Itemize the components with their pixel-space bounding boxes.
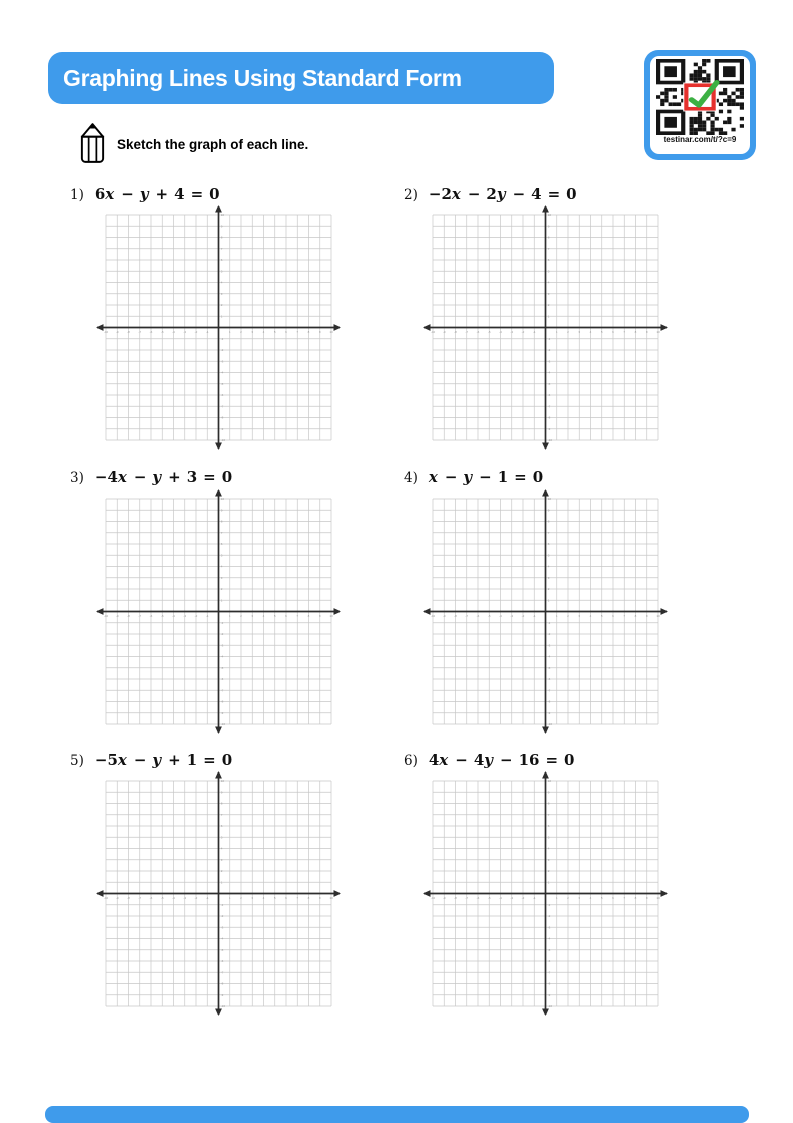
svg-text:-8: -8 <box>454 613 457 618</box>
problem-equation: −4x − y + 3 = 0 <box>94 468 233 486</box>
svg-text:6: 6 <box>285 895 287 900</box>
svg-text:10: 10 <box>547 779 552 784</box>
problem-number: 2) <box>404 187 418 203</box>
svg-text:-3: -3 <box>510 613 514 618</box>
svg-text:6: 6 <box>220 542 223 547</box>
svg-text:-6: -6 <box>220 393 224 398</box>
svg-text:-1: -1 <box>547 902 551 907</box>
svg-text:-1: -1 <box>532 613 536 618</box>
svg-text:6: 6 <box>547 258 550 263</box>
svg-text:3: 3 <box>578 329 581 334</box>
svg-text:1: 1 <box>220 314 223 319</box>
svg-text:-7: -7 <box>547 688 551 693</box>
svg-text:2: 2 <box>567 613 569 618</box>
svg-text:4: 4 <box>547 564 550 569</box>
svg-text:1: 1 <box>555 895 558 900</box>
svg-text:-6: -6 <box>547 393 551 398</box>
svg-text:4: 4 <box>220 280 223 285</box>
svg-text:6: 6 <box>220 258 223 263</box>
axis-arrowhead <box>334 608 342 615</box>
svg-text:-3: -3 <box>547 925 551 930</box>
svg-text:6: 6 <box>220 824 223 829</box>
svg-text:1: 1 <box>547 598 550 603</box>
svg-text:-9: -9 <box>220 992 224 997</box>
svg-text:10: 10 <box>329 895 333 900</box>
svg-text:-6: -6 <box>220 959 224 964</box>
svg-text:-1: -1 <box>205 329 209 334</box>
svg-text:4: 4 <box>589 895 592 900</box>
problem-header-6 <box>404 751 580 769</box>
svg-text:8: 8 <box>307 895 310 900</box>
svg-text:-1: -1 <box>220 620 224 625</box>
axis-arrowhead <box>96 890 104 897</box>
svg-text:1: 1 <box>228 895 231 900</box>
svg-text:-10: -10 <box>103 895 109 900</box>
svg-text:7: 7 <box>547 246 550 251</box>
svg-text:-1: -1 <box>547 336 551 341</box>
svg-text:-2: -2 <box>547 348 551 353</box>
svg-text:9: 9 <box>547 508 550 513</box>
svg-text:4: 4 <box>547 280 550 285</box>
svg-text:1: 1 <box>228 329 231 334</box>
axis-arrowhead <box>423 608 431 615</box>
axis-arrowhead <box>542 443 549 451</box>
svg-text:-8: -8 <box>547 699 551 704</box>
svg-text:5: 5 <box>220 835 223 840</box>
svg-text:-10: -10 <box>220 1004 226 1009</box>
svg-text:-9: -9 <box>220 426 224 431</box>
svg-text:-6: -6 <box>547 959 551 964</box>
svg-text:6: 6 <box>612 329 614 334</box>
svg-text:8: 8 <box>220 801 223 806</box>
svg-text:8: 8 <box>220 235 223 240</box>
svg-text:-4: -4 <box>220 370 224 375</box>
svg-text:-9: -9 <box>442 329 446 334</box>
svg-text:1: 1 <box>547 880 550 885</box>
svg-text:9: 9 <box>220 790 223 795</box>
problem-header-5 <box>70 751 238 769</box>
axis-arrowhead <box>215 771 222 779</box>
svg-text:-2: -2 <box>220 348 224 353</box>
qr-code <box>644 50 756 160</box>
axis-arrowhead <box>542 489 549 497</box>
axis-arrowhead <box>334 324 342 331</box>
svg-text:-7: -7 <box>138 329 142 334</box>
svg-text:-3: -3 <box>183 613 187 618</box>
svg-text:-10: -10 <box>430 895 436 900</box>
svg-text:-9: -9 <box>220 710 224 715</box>
svg-text:-8: -8 <box>127 613 130 618</box>
svg-text:5: 5 <box>547 553 550 558</box>
qr-url-label: testinar.com/t/?c=9 <box>663 135 737 144</box>
svg-text:9: 9 <box>547 790 550 795</box>
svg-text:-5: -5 <box>160 613 164 618</box>
svg-text:-8: -8 <box>454 329 457 334</box>
coordinate-grid-4 <box>421 487 670 736</box>
svg-text:7: 7 <box>296 895 299 900</box>
svg-text:-10: -10 <box>430 613 436 618</box>
svg-text:-3: -3 <box>220 359 224 364</box>
svg-text:-8: -8 <box>220 981 224 986</box>
problem-number: 5) <box>70 753 84 769</box>
coordinate-grid-6 <box>421 769 670 1018</box>
svg-text:-8: -8 <box>220 699 224 704</box>
svg-text:-3: -3 <box>183 895 187 900</box>
coordinate-grid-3 <box>94 487 343 736</box>
svg-text:-5: -5 <box>160 329 164 334</box>
problem-equation: −5x − y + 1 = 0 <box>94 751 233 769</box>
svg-text:-3: -3 <box>220 643 224 648</box>
svg-text:9: 9 <box>318 329 321 334</box>
svg-text:-10: -10 <box>547 1004 553 1009</box>
axis-arrowhead <box>423 890 431 897</box>
svg-text:-4: -4 <box>547 654 551 659</box>
svg-text:1: 1 <box>555 329 558 334</box>
svg-text:1: 1 <box>555 613 558 618</box>
svg-text:7: 7 <box>623 613 626 618</box>
svg-text:-1: -1 <box>220 902 224 907</box>
svg-text:-9: -9 <box>115 895 119 900</box>
axis-arrowhead <box>215 443 222 451</box>
svg-text:-6: -6 <box>220 677 224 682</box>
svg-text:-4: -4 <box>172 613 175 618</box>
svg-text:7: 7 <box>220 246 223 251</box>
svg-text:8: 8 <box>307 613 310 618</box>
svg-text:-9: -9 <box>547 710 551 715</box>
svg-text:-6: -6 <box>149 613 153 618</box>
problem-equation: −2x − 2y − 4 = 0 <box>428 185 577 203</box>
svg-text:-2: -2 <box>521 329 525 334</box>
svg-text:-6: -6 <box>476 895 480 900</box>
svg-text:8: 8 <box>547 801 550 806</box>
svg-text:-7: -7 <box>138 895 142 900</box>
svg-text:-5: -5 <box>487 613 491 618</box>
svg-text:3: 3 <box>220 575 223 580</box>
svg-text:-8: -8 <box>547 415 551 420</box>
svg-text:-3: -3 <box>183 329 187 334</box>
problem-equation: 6x − y + 4 = 0 <box>94 185 220 203</box>
svg-text:9: 9 <box>220 224 223 229</box>
svg-text:-1: -1 <box>532 895 536 900</box>
svg-text:3: 3 <box>220 857 223 862</box>
svg-text:9: 9 <box>318 895 321 900</box>
svg-text:-7: -7 <box>547 970 551 975</box>
svg-text:10: 10 <box>220 779 225 784</box>
svg-text:-4: -4 <box>172 329 175 334</box>
svg-text:-10: -10 <box>220 722 226 727</box>
svg-text:4: 4 <box>589 329 592 334</box>
svg-text:10: 10 <box>656 895 660 900</box>
svg-text:-9: -9 <box>115 613 119 618</box>
svg-text:2: 2 <box>240 895 242 900</box>
svg-text:-2: -2 <box>194 329 198 334</box>
svg-text:-8: -8 <box>127 329 130 334</box>
svg-text:9: 9 <box>645 613 648 618</box>
svg-text:-4: -4 <box>499 329 502 334</box>
svg-text:-1: -1 <box>532 329 536 334</box>
svg-text:8: 8 <box>307 329 310 334</box>
svg-text:2: 2 <box>220 869 223 874</box>
svg-text:-10: -10 <box>103 613 109 618</box>
svg-text:-2: -2 <box>220 632 224 637</box>
pencil-icon <box>78 123 107 164</box>
svg-text:7: 7 <box>220 812 223 817</box>
svg-text:-6: -6 <box>476 329 480 334</box>
svg-text:1: 1 <box>220 598 223 603</box>
axis-arrowhead <box>542 771 549 779</box>
problem-equation: 4x − 4y − 16 = 0 <box>428 751 575 769</box>
svg-text:7: 7 <box>547 812 550 817</box>
svg-text:4: 4 <box>262 613 265 618</box>
svg-text:7: 7 <box>296 329 299 334</box>
svg-text:8: 8 <box>547 519 550 524</box>
axis-arrowhead <box>215 1009 222 1017</box>
svg-text:5: 5 <box>220 269 223 274</box>
svg-text:10: 10 <box>547 213 552 218</box>
svg-text:-1: -1 <box>205 895 209 900</box>
svg-text:-5: -5 <box>220 947 224 952</box>
svg-text:1: 1 <box>228 613 231 618</box>
svg-text:3: 3 <box>251 895 254 900</box>
svg-text:10: 10 <box>656 329 660 334</box>
svg-text:8: 8 <box>634 613 637 618</box>
svg-text:-4: -4 <box>172 895 175 900</box>
svg-text:-7: -7 <box>465 895 469 900</box>
svg-text:7: 7 <box>547 530 550 535</box>
svg-text:-9: -9 <box>442 613 446 618</box>
svg-text:5: 5 <box>547 835 550 840</box>
svg-text:2: 2 <box>240 329 242 334</box>
axis-arrowhead <box>542 205 549 213</box>
svg-text:9: 9 <box>318 613 321 618</box>
svg-text:-5: -5 <box>547 665 551 670</box>
svg-text:7: 7 <box>623 895 626 900</box>
axis-arrowhead <box>96 608 104 615</box>
svg-text:-5: -5 <box>160 895 164 900</box>
svg-text:-3: -3 <box>220 925 224 930</box>
svg-text:-4: -4 <box>220 936 224 941</box>
svg-text:6: 6 <box>285 613 287 618</box>
axis-arrowhead <box>215 205 222 213</box>
svg-text:-6: -6 <box>149 895 153 900</box>
svg-text:-4: -4 <box>220 654 224 659</box>
svg-text:2: 2 <box>220 587 223 592</box>
svg-text:10: 10 <box>329 613 333 618</box>
svg-text:-7: -7 <box>465 329 469 334</box>
svg-text:6: 6 <box>547 824 550 829</box>
svg-text:4: 4 <box>262 895 265 900</box>
svg-text:-2: -2 <box>547 632 551 637</box>
svg-text:-2: -2 <box>521 895 525 900</box>
svg-text:4: 4 <box>547 846 550 851</box>
svg-text:-7: -7 <box>220 688 224 693</box>
axis-arrowhead <box>661 608 669 615</box>
problem-number: 1) <box>70 187 84 203</box>
svg-text:6: 6 <box>612 613 614 618</box>
problem-header-4 <box>404 468 549 486</box>
problem-number: 4) <box>404 470 418 486</box>
svg-text:7: 7 <box>220 530 223 535</box>
svg-text:-4: -4 <box>499 895 502 900</box>
svg-text:3: 3 <box>251 329 254 334</box>
svg-text:9: 9 <box>645 329 648 334</box>
svg-text:3: 3 <box>547 575 550 580</box>
svg-text:-8: -8 <box>547 981 551 986</box>
svg-text:-1: -1 <box>547 620 551 625</box>
axis-arrowhead <box>661 890 669 897</box>
svg-text:-9: -9 <box>115 329 119 334</box>
svg-text:5: 5 <box>600 613 603 618</box>
svg-text:2: 2 <box>240 613 242 618</box>
svg-text:-3: -3 <box>547 643 551 648</box>
instruction-text: Sketch the graph of each line. <box>117 137 309 152</box>
svg-text:-5: -5 <box>547 947 551 952</box>
svg-text:9: 9 <box>220 508 223 513</box>
svg-text:9: 9 <box>547 224 550 229</box>
svg-text:-2: -2 <box>220 914 224 919</box>
coordinate-grid-5 <box>94 769 343 1018</box>
svg-text:3: 3 <box>251 613 254 618</box>
svg-text:-5: -5 <box>547 381 551 386</box>
svg-text:10: 10 <box>220 497 225 502</box>
axis-arrowhead <box>334 890 342 897</box>
svg-text:-10: -10 <box>547 722 553 727</box>
svg-text:5: 5 <box>273 895 276 900</box>
svg-text:10: 10 <box>329 329 333 334</box>
svg-text:-5: -5 <box>487 329 491 334</box>
svg-text:5: 5 <box>273 613 276 618</box>
svg-text:2: 2 <box>220 303 223 308</box>
svg-text:10: 10 <box>656 613 660 618</box>
svg-text:2: 2 <box>547 869 550 874</box>
svg-text:-4: -4 <box>547 370 551 375</box>
svg-text:-1: -1 <box>220 336 224 341</box>
svg-text:-2: -2 <box>194 895 198 900</box>
svg-text:7: 7 <box>623 329 626 334</box>
svg-text:-5: -5 <box>487 895 491 900</box>
axis-arrowhead <box>542 1009 549 1017</box>
svg-text:-3: -3 <box>510 329 514 334</box>
svg-text:8: 8 <box>220 519 223 524</box>
svg-text:4: 4 <box>220 564 223 569</box>
axis-arrowhead <box>215 489 222 497</box>
svg-text:10: 10 <box>220 213 225 218</box>
svg-text:-6: -6 <box>149 329 153 334</box>
svg-text:-8: -8 <box>220 415 224 420</box>
svg-text:-10: -10 <box>430 329 436 334</box>
svg-text:-9: -9 <box>547 426 551 431</box>
svg-text:6: 6 <box>285 329 287 334</box>
svg-text:-2: -2 <box>194 613 198 618</box>
svg-text:-4: -4 <box>547 936 551 941</box>
svg-text:3: 3 <box>578 895 581 900</box>
svg-text:-5: -5 <box>220 381 224 386</box>
svg-text:-7: -7 <box>138 613 142 618</box>
axis-arrowhead <box>661 324 669 331</box>
axis-arrowhead <box>423 324 431 331</box>
svg-text:4: 4 <box>220 846 223 851</box>
svg-text:8: 8 <box>634 329 637 334</box>
svg-text:2: 2 <box>567 895 569 900</box>
svg-text:-4: -4 <box>499 613 502 618</box>
svg-text:-9: -9 <box>442 895 446 900</box>
svg-text:8: 8 <box>634 895 637 900</box>
axis-arrowhead <box>215 727 222 735</box>
svg-text:3: 3 <box>547 291 550 296</box>
svg-text:5: 5 <box>273 329 276 334</box>
svg-text:2: 2 <box>547 303 550 308</box>
svg-text:-3: -3 <box>547 359 551 364</box>
svg-text:-8: -8 <box>454 895 457 900</box>
svg-text:-6: -6 <box>547 677 551 682</box>
svg-text:-7: -7 <box>220 404 224 409</box>
page-title: Graphing Lines Using Standard Form <box>63 64 462 91</box>
svg-text:10: 10 <box>547 497 552 502</box>
footer-bar <box>45 1106 749 1123</box>
svg-text:-2: -2 <box>547 914 551 919</box>
svg-text:5: 5 <box>220 553 223 558</box>
svg-text:5: 5 <box>600 329 603 334</box>
svg-text:-7: -7 <box>220 970 224 975</box>
svg-text:-9: -9 <box>547 992 551 997</box>
problem-header-1 <box>70 185 226 203</box>
svg-text:3: 3 <box>547 857 550 862</box>
svg-text:-10: -10 <box>547 438 553 443</box>
svg-text:8: 8 <box>547 235 550 240</box>
problem-number: 3) <box>70 470 84 486</box>
coordinate-grid-2 <box>421 203 670 452</box>
problem-header-2 <box>404 185 583 203</box>
svg-text:-10: -10 <box>220 438 226 443</box>
header-bar <box>48 52 554 104</box>
svg-text:2: 2 <box>547 587 550 592</box>
qr-pattern <box>656 59 744 135</box>
svg-text:3: 3 <box>578 613 581 618</box>
svg-text:7: 7 <box>296 613 299 618</box>
svg-text:-2: -2 <box>521 613 525 618</box>
problem-equation: x − y − 1 = 0 <box>428 468 544 486</box>
svg-text:5: 5 <box>547 269 550 274</box>
svg-text:-3: -3 <box>510 895 514 900</box>
qr-inner-panel <box>650 56 750 154</box>
axis-arrowhead <box>542 727 549 735</box>
svg-text:6: 6 <box>612 895 614 900</box>
svg-text:-1: -1 <box>205 613 209 618</box>
svg-text:3: 3 <box>220 291 223 296</box>
svg-text:6: 6 <box>547 542 550 547</box>
svg-text:-7: -7 <box>547 404 551 409</box>
problem-number: 6) <box>404 753 418 769</box>
svg-text:-7: -7 <box>465 613 469 618</box>
axis-arrowhead <box>96 324 104 331</box>
svg-text:-5: -5 <box>220 665 224 670</box>
svg-text:-10: -10 <box>103 329 109 334</box>
svg-text:-8: -8 <box>127 895 130 900</box>
svg-text:1: 1 <box>547 314 550 319</box>
svg-text:5: 5 <box>600 895 603 900</box>
svg-text:9: 9 <box>645 895 648 900</box>
svg-text:-6: -6 <box>476 613 480 618</box>
svg-text:4: 4 <box>589 613 592 618</box>
svg-text:4: 4 <box>262 329 265 334</box>
svg-text:1: 1 <box>220 880 223 885</box>
coordinate-grid-1 <box>94 203 343 452</box>
svg-text:2: 2 <box>567 329 569 334</box>
problem-header-3 <box>70 468 238 486</box>
